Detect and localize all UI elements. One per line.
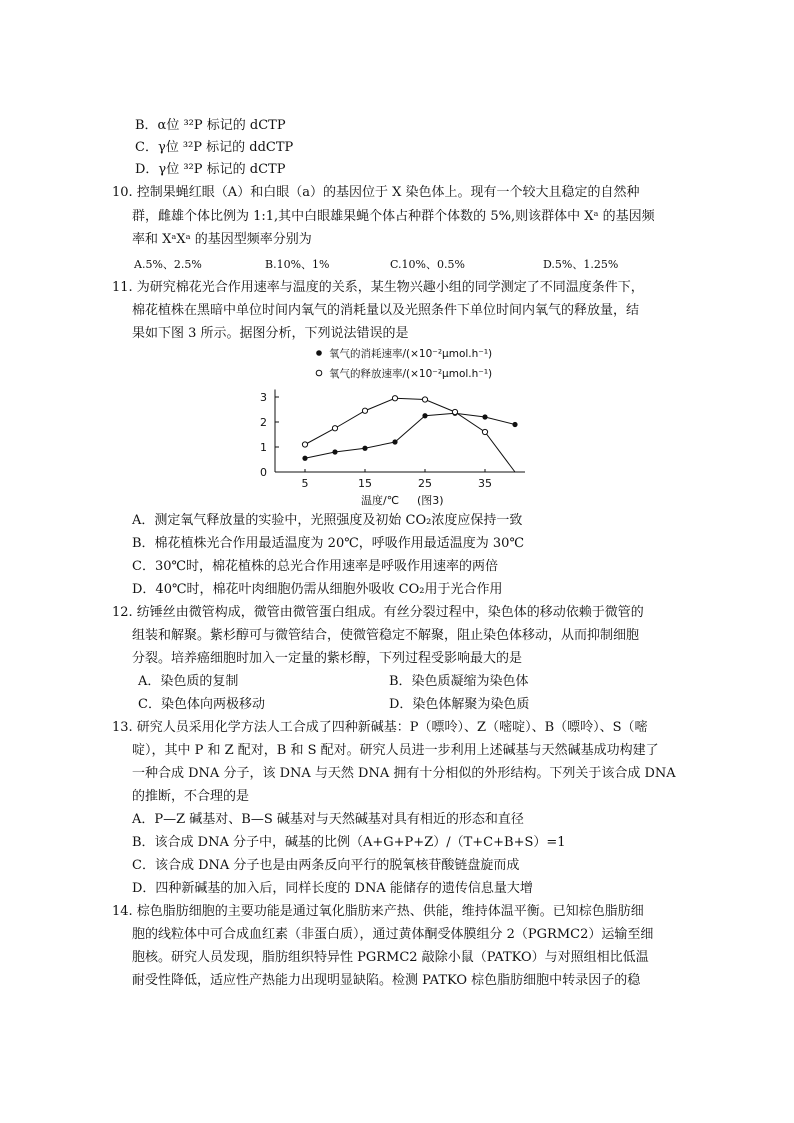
q11-option-b: B．棉花植株光合作用最适温度为 20℃，呼吸作用最适温度为 30℃ (132, 536, 524, 551)
q13-option-a: A．P—Z 碱基对、B—S 碱基对与天然碱基对具有相近的形态和直径 (132, 812, 524, 827)
q12-option-b: B．染色质凝缩为染色体 (389, 674, 529, 689)
y-tick-label: 1 (260, 441, 267, 454)
q10-option-a: A.5%、2.5% (134, 258, 202, 271)
data-point-consumption (332, 449, 337, 454)
q10-stem-line1: 10. 控制果蝇红眼（A）和白眼（a）的基因位于 X 染色体上。现有一个较大且稳定的自然种 (112, 185, 640, 200)
data-point-release (422, 397, 427, 402)
x-axis-label: 温度/℃ (361, 494, 400, 507)
figure-caption: (图3) (417, 494, 444, 507)
legend-marker-filled (316, 350, 322, 356)
data-point-consumption (302, 456, 307, 461)
data-point-consumption (512, 422, 517, 427)
data-point-consumption (392, 439, 397, 444)
legend-label: 氧气的释放速率/(×10⁻²μmol.h⁻¹) (329, 368, 493, 380)
data-point-release (302, 442, 307, 447)
x-tick-label: 25 (418, 477, 432, 490)
legend-label: 氧气的消耗速率/(×10⁻²μmol.h⁻¹) (329, 348, 493, 360)
q13-stem-line3: 一种合成 DNA 分子，该 DNA 与天然 DNA 拥有十分相似的外形结构。下列关于该合成 DNA (132, 766, 676, 781)
q10-option-b: B.10%、1% (265, 258, 330, 271)
data-point-release (452, 409, 457, 414)
y-tick-label: 0 (260, 466, 267, 479)
q12-option-d: D．染色体解聚为染色质 (389, 697, 530, 712)
x-tick-label: 35 (478, 477, 492, 490)
series-line-2 (305, 398, 515, 472)
y-tick-label: 3 (260, 391, 267, 404)
legend-marker-open (316, 370, 322, 376)
q13-stem-line2: 啶），其中 P 和 Z 配对，B 和 S 配对。研究人员进一步利用上述碱基与天然碱基成功构建了 (132, 743, 659, 758)
q9-option-d: D．γ位 ³²P 标记的 dCTP (135, 162, 286, 177)
q14-stem-line4: 耐受性降低，适应性产热能力出现明显缺陷。检测 PATKO 棕色脂肪细胞中转录因子的稳 (132, 973, 641, 988)
data-point-release (392, 396, 397, 401)
y-tick-label: 2 (260, 416, 267, 429)
q14-stem-line2: 胞的线粒体中可合成血红素（非蛋白质），通过黄体酮受体膜组分 2（PGRMC2）运输至细 (132, 927, 654, 942)
data-point-release (482, 429, 487, 434)
q10-option-c: C.10%、0.5% (390, 258, 465, 271)
data-point-consumption (362, 446, 367, 451)
figure3-chart (255, 345, 525, 510)
q13-option-b: B．该合成 DNA 分子中，碱基的比例（A+G+P+Z）/（T+C+B+S）=1 (132, 835, 566, 850)
data-point-release (362, 408, 367, 413)
q11-option-d: D．40℃时，棉花叶肉细胞仍需从细胞外吸收 CO₂用于光合作用 (132, 582, 503, 597)
x-tick-label: 15 (358, 477, 372, 490)
q9-option-b: B．α位 ³²P 标记的 dCTP (135, 118, 286, 133)
data-point-consumption (482, 414, 487, 419)
q12-option-a: A．染色质的复制 (138, 674, 239, 689)
q13-stem-line4: 的推断，不合理的是 (132, 789, 250, 804)
q13-stem-line1: 13. 研究人员采用化学方法人工合成了四种新碱基：P（嘌呤）、Z（嘧啶）、B（嘌呤）、S（嘧 (112, 720, 648, 735)
q11-option-a: A．测定氧气释放量的实验中，光照强度及初始 CO₂浓度应保持一致 (132, 513, 523, 528)
q11-stem-line3: 果如下图 3 所示。据图分析，下列说法错误的是 (132, 326, 409, 341)
q13-option-c: C．该合成 DNA 分子也是由两条反向平行的脱氧核苷酸链盘旋而成 (132, 858, 520, 873)
q14-stem-line1: 14. 棕色脂肪细胞的主要功能是通过氧化脂肪来产热、供能，维持体温平衡。已知棕色脂肪细 (112, 904, 644, 919)
q13-option-d: D．四种新碱基的加入后，同样长度的 DNA 能储存的遗传信息量大增 (132, 881, 533, 896)
q10-option-d: D.5%、1.25% (543, 258, 619, 271)
x-tick-label: 5 (301, 477, 309, 490)
data-point-release (332, 426, 337, 431)
q12-stem-line2: 组装和解聚。紫杉醇可与微管结合，使微管稳定不解聚，阻止染色体移动，从而抑制细胞 (132, 628, 640, 643)
data-point-consumption (422, 413, 427, 418)
q11-stem-line1: 11. 为研究棉花光合作用速率与温度的关系，某生物兴趣小组的同学测定了不同温度条件下， (112, 280, 644, 295)
q12-stem-line3: 分裂。培养癌细胞时加入一定量的紫杉醇，下列过程受影响最大的是 (132, 651, 523, 666)
q12-stem-line1: 12. 纺锤丝由微管构成，微管由微管蛋白组成。有丝分裂过程中，染色体的移动依赖于微管的 (112, 605, 644, 620)
q10-stem-line2: 群，雌雄个体比例为 1:1,其中白眼雄果蝇个体占种群个体数的 5%,则该群体中 Xᵃ 的基因频 (132, 209, 655, 224)
q10-stem-line3: 率和 XᵃXᵃ 的基因型频率分别为 (132, 232, 312, 247)
q11-stem-line2: 棉花植株在黑暗中单位时间内氧气的消耗量以及光照条件下单位时间内氧气的释放量，结 (132, 303, 640, 318)
q14-stem-line3: 胞核。研究人员发现，脂肪组织特异性 PGRMC2 敲除小鼠（PATKO）与对照组相比低温 (132, 950, 649, 965)
q9-option-c: C．γ位 ³²P 标记的 ddCTP (135, 140, 294, 155)
q12-option-c: C．染色体向两极移动 (138, 697, 265, 712)
q11-option-c: C．30℃时，棉花植株的总光合作用速率是呼吸作用速率的两倍 (132, 559, 499, 574)
